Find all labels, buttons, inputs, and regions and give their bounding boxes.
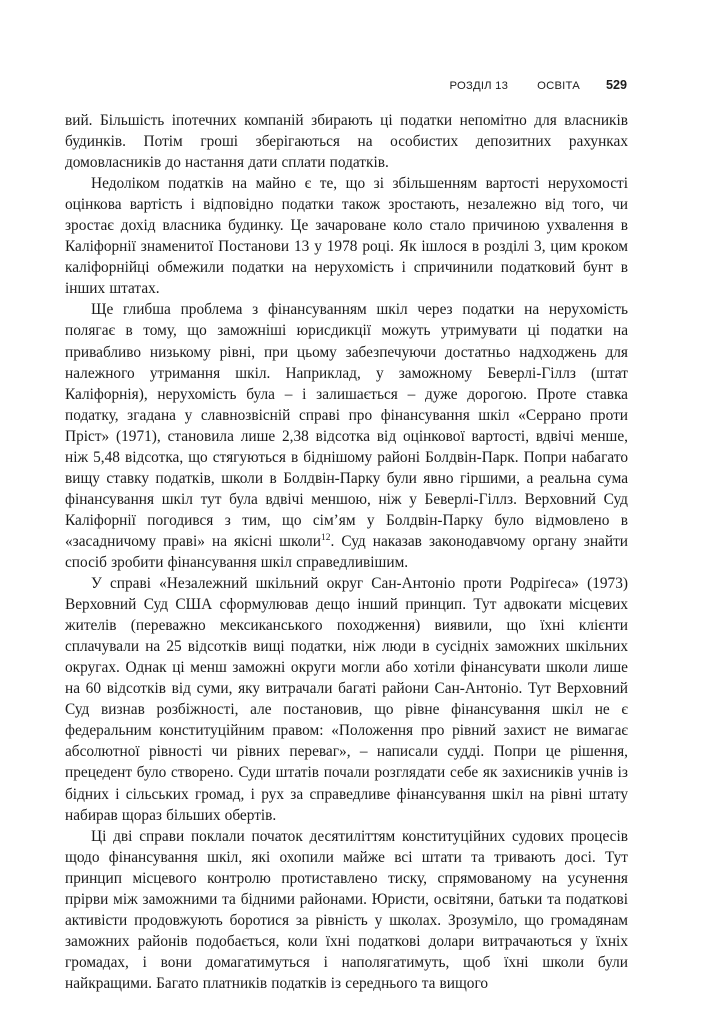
running-head — [65, 78, 627, 96]
paragraph-decades-of-litigation: Ці дві справи поклали початок десятиліттям конституційних судових процесів щодо фінансування шкіл, які охопили майже всі штати та тривають досі. Тут принцип місцевого контролю протиставлено тиску, спрямованому на усунення прірви між заможними та бідними районами. Юристи, освітяни, батьки та податкові активісти продовжують боротися за рівність у школах. Зрозуміло, що громадянам заможних районів подобається, коли їхні податкові долари витрачаються у їхніх громадах, і вони домагатимуться і наполягатимуть, щоб їхні школи були найкращими. Багато платників податків із середнього та вищого — [65, 827, 628, 992]
footnote-reference-12[interactable]: 12 — [320, 532, 331, 543]
paragraph-serrano-priest-text-before-footnote: Ще глибша проблема з фінансуванням шкіл через податки на нерухомість полягає в тому, що заможніші юрисдикції можуть утримувати ці податки на привабливо низькому рівні, при цьому забезпечуючи достатньо надходжень для належного утримання шкіл. Наприклад, у заможному Беверлі-Гіллз (штат Каліфорнія), нерухомість була – і залишається – дуже дорогою. Проте ставка податку, згадана у славнозвісній справі про фінансування шкіл «Серрано проти Пріст» (1971), становила лише 2,38 відсотка від оцінкової вартості, вдвічі менше, ніж 5,48 відсотка, що стягуються в біднішому районі Болдвін-Парк. Попри набагато вищу ставку податків, школи в Болдвін-Парку були явно гіршими, а реальна сума фінансування шкіл тут була вдвічі меншою, ніж у Беверлі-Гіллз. Верховний Суд Каліфорнії погодився з тим, що сім’ям у Болдвін-Парку було відмовлено в «засадничому праві» на якісні школи — [65, 301, 628, 550]
paragraph-serrano-priest — [65, 299, 628, 573]
running-head-section: ОСВІТА — [537, 80, 580, 92]
body-text-block — [65, 110, 628, 994]
paragraph-property-tax-drawback: Недоліком податків на майно є те, що зі збільшенням вартості нерухомості оцінкова вартість і відповідно податки також зростають, незалежно від того, чи зростає дохід власника будинку. Це зачароване коло стало причиною ухвалення в Каліфорнії знаменитої Постанови 13 у 1978 році. Як ішлося в розділі 3, цим кроком каліфорнійці обмежили податки на нерухомість і спричинили податковий бунт в інших штатах. — [65, 175, 628, 298]
paragraph-san-antonio-rodriguez: У справі «Незалежний шкільний округ Сан-Антоніо проти Родріґеса» (1973) Верховний Суд США сформулював дещо інший принцип. Тут адвокати місцевих жителів (переважно мексиканського походження) виявили, що їхні клієнти сплачували на 25 відсотків вищі податки, ніж люди в сусідніх заможних шкільних округах. Однак ці менш заможні округи могли або хотіли фінансувати школи лише на 60 відсотків від суми, яку витрачали багаті райони Сан-Антоніо. Тут Верховний Суд визнав розбіжності, але постановив, що рівне фінансування шкіл не є федеральним конституційним правом: «Положення про рівний захист не вимагає абсолютної рівності чи рівних переваг», – написали судді. Попри це рішення, прецедент було створено. Суди штатів почали розглядати себе як захисників учнів із бідних і сільських громад, і рух за справедливе фінансування шкіл на рівні штату набирав щораз більших обертів. — [65, 575, 628, 824]
page-number: 529 — [605, 78, 627, 92]
running-head-chapter: РОЗДІЛ 13 — [449, 80, 509, 92]
paragraph-continued-mortgage: вий. Більшість іпотечних компаній збирають ці податки непомітно для власників будинків. Потім гроші зберігаються на особистих депозитних рахунках домовласників до настання дати сплати податків. — [65, 112, 628, 172]
paragraph-serrano-priest-text-after-footnote: . Суд наказав законодавчому органу знайти спосіб зробити фінансування шкіл справедливішим. — [65, 532, 628, 571]
